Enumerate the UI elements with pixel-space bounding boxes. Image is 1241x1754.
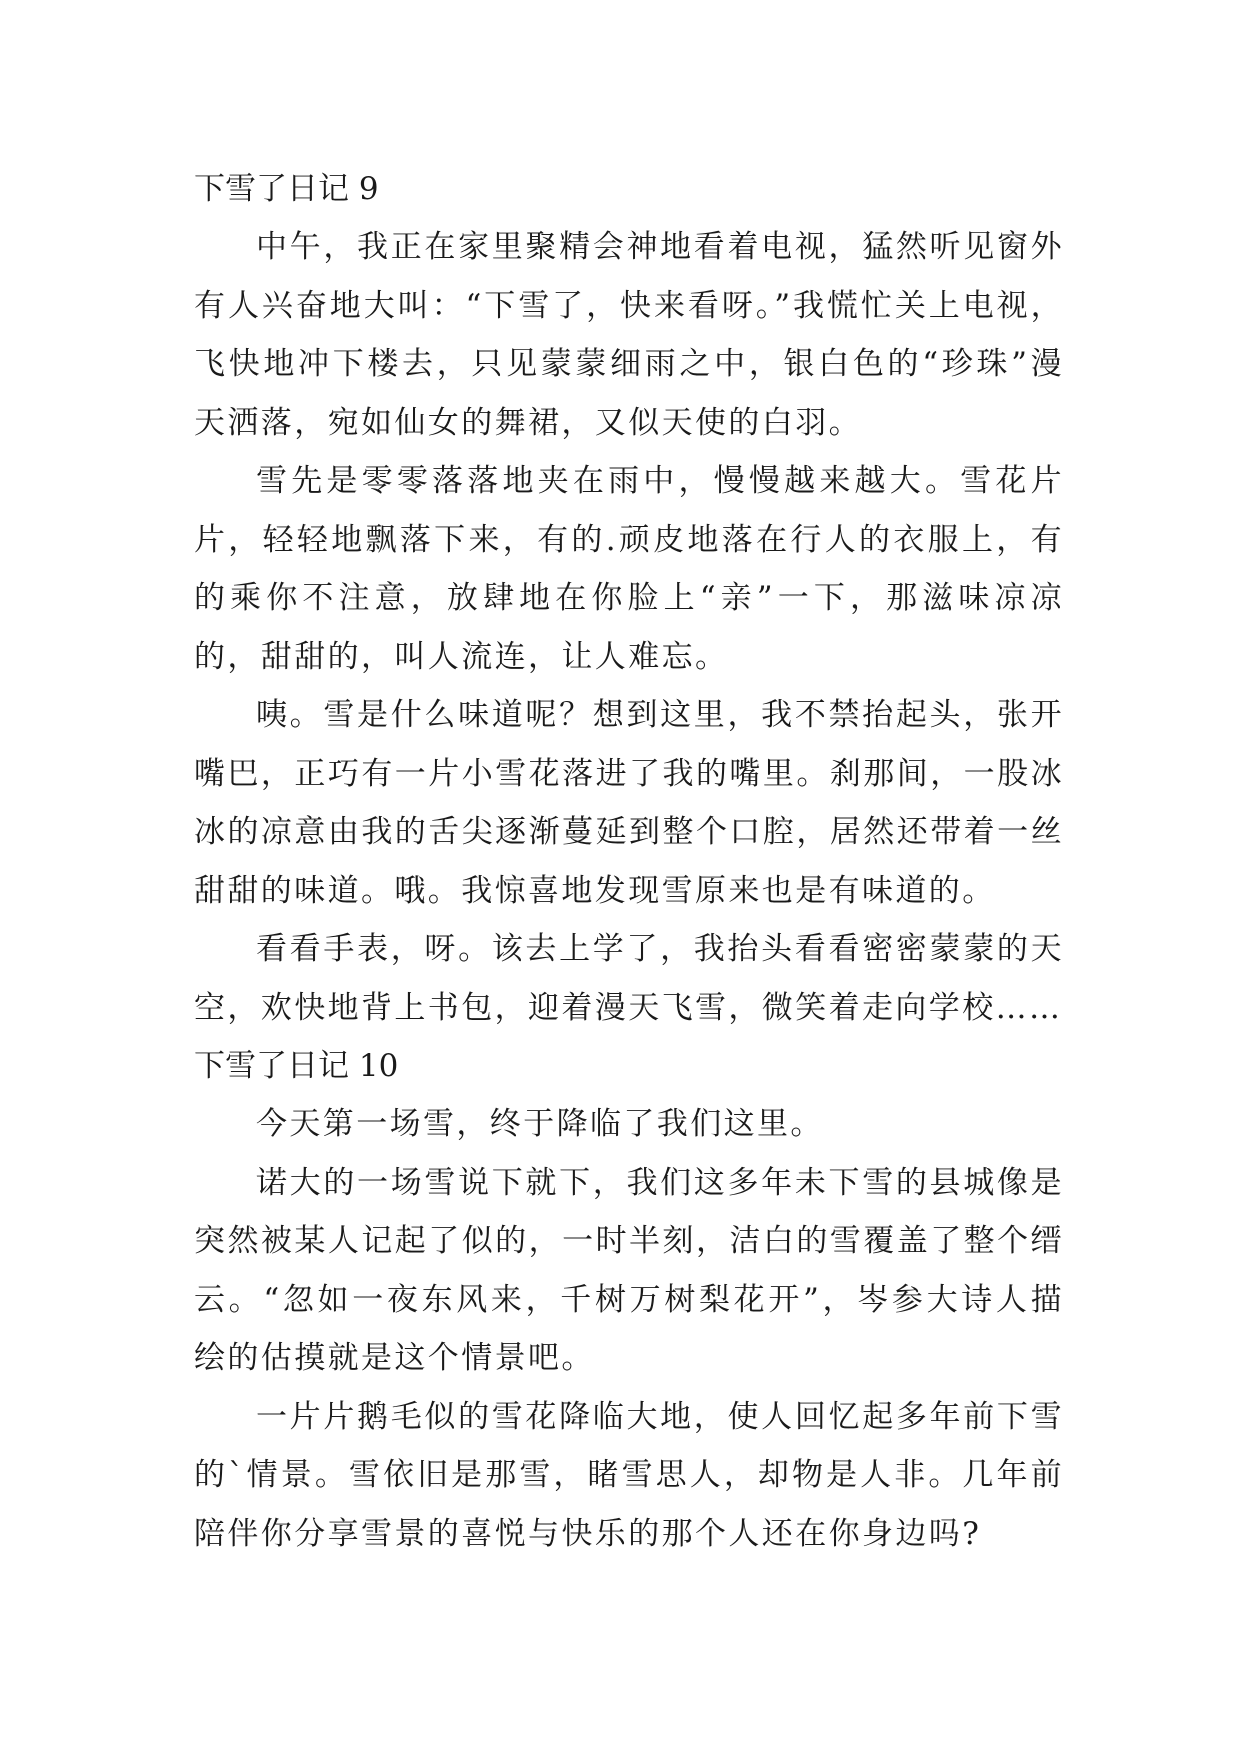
diary-10-paragraph-1: 今天第一场雪，终于降临了我们这里。: [256, 1106, 824, 1142]
diary-9-paragraph-2: 雪先是零零落落地夹在雨中，慢慢越来越大。雪花片片，轻轻地飘落下来，有的.顽皮地落在行人的衣服上，有的乘你不注意，放肆地在你脸上“亲”一下，那滋味凉凉的，甜甜的，叫人流连，让人难忘。: [194, 463, 1064, 675]
diary-9-paragraph-1: 中午，我正在家里聚精会神地看着电视，猛然听见窗外有人兴奋地大叫：“下雪了，快来看呀。”我慌忙关上电视，飞快地冲下楼去，只见蒙蒙细雨之中，银白色的“珍珠”漫天洒落，宛如仙女的舞裙，又似天使的白羽。: [194, 229, 1064, 441]
diary-10-paragraph-2: 诺大的一场雪说下就下，我们这多年未下雪的县城像是突然被某人记起了似的，一时半刻，洁白的雪覆盖了整个缙云。“忽如一夜东风来，千树万树梨花开”，岑参大诗人描绘的估摸就是这个情景吧。: [194, 1164, 1064, 1376]
diary-9-paragraph-4: 看看手表，呀。该去上学了，我抬头看看密密蒙蒙的天空，欢快地背上书包，迎着漫天飞雪，微笑着走向学校……: [194, 931, 1064, 1026]
diary-10-paragraph-3: 一片片鹅毛似的雪花降临大地，使人回忆起多年前下雪的`情景。雪依旧是那雪，睹雪思人，却物是人非。几年前陪伴你分享雪景的喜悦与快乐的那个人还在你身边吗?: [194, 1398, 1064, 1552]
diary-9-title: 下雪了日记 9: [194, 171, 379, 207]
document-page: [194, 160, 1064, 1563]
diary-9-paragraph-3: 咦。雪是什么味道呢？想到这里，我不禁抬起头，张开嘴巴，正巧有一片小雪花落进了我的嘴里。刹那间，一股冰冰的凉意由我的舌尖逐渐蔓延到整个口腔，居然还带着一丝甜甜的味道。哦。我惊喜地发现雪原来也是有味道的。: [194, 697, 1064, 909]
diary-10-title: 下雪了日记 10: [194, 1048, 399, 1084]
